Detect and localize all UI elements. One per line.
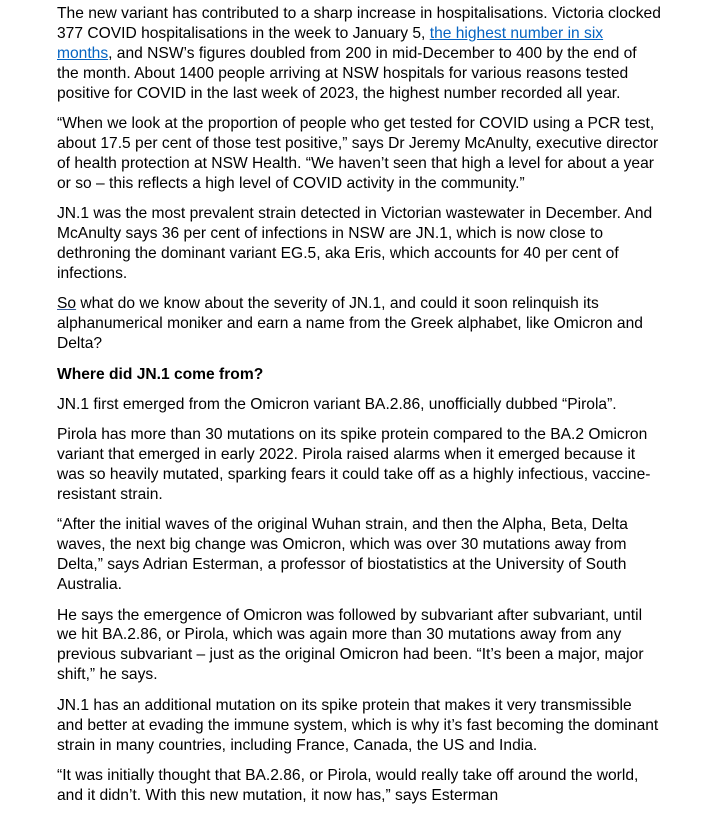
paragraph-pirola: Pirola has more than 30 mutations on its spike protein compared to the BA.2 Omicron variant that emerged in early 2022. Pirola raised alarms when it emerged because it was so heavily mutated, sparking fears it could take off as a highly infectious, vaccine-resistant strain.	[57, 426, 651, 504]
paragraph-closing-quote: “It was initially thought that BA.2.86, or Pirola, would really take off around the world, and it didn’t. With this new mutation, it now has,” says Esterman	[57, 766, 639, 804]
highest-number-link[interactable]: the highest number in six months	[57, 24, 604, 62]
paragraph-origin: JN.1 first emerged from the Omicron variant BA.2.86, unofficially dubbed “Pirola”.	[57, 395, 617, 413]
paragraph-text: what do we know about the severity of JN.1, and could it soon relinquish its alphanumerical moniker and earn a name from the Greek alphabet, like Omicron and Delta?	[57, 295, 643, 353]
paragraph-text: The new variant has contributed to a sharp increase in hospitalisations. Victoria clocked 377 COVID hospitalisations in the week to January 5,	[57, 5, 661, 42]
paragraph-severity-question	[57, 294, 661, 354]
paragraph-hospitalisations	[57, 4, 661, 104]
paragraph-pcr-quote: “When we look at the proportion of people who get tested for COVID using a PCR test, about 17.5 per cent of those test positive,” says Dr Jeremy McAnulty, executive director of health protection at NSW Health. “We haven’t seen that high a level for about a year or so – this reflects a high level of COVID activity in the community.”	[57, 115, 659, 192]
paragraph-transmissibility: JN.1 has an additional mutation on its spike protein that makes it very transmissible and better at evading the immune system, which is why it’s fast becoming the dominant strain in many countries, including France, Canada, the US and India.	[57, 696, 659, 754]
paragraph-text: , and NSW’s figures doubled from 200 in mid-December to 400 by the end of the month. About 1400 people arriving at NSW hospitals for various reasons tested positive for COVID in the last week of 2023, the highest number recorded all year.	[57, 44, 637, 102]
paragraph-wastewater: JN.1 was the most prevalent strain detected in Victorian wastewater in December. And McAnulty says 36 per cent of infections in NSW are JN.1, which is now close to dethroning the dominant variant EG.5, aka Eris, which accounts for 40 per cent of infections.	[57, 205, 653, 282]
paragraph-subvariants: He says the emergence of Omicron was followed by subvariant after subvariant, until we hit BA.2.86, or Pirola, which was again more than 30 mutations away from any previous subvariant – just as the original Omicron had been. “It’s been a major, major shift,” he says.	[57, 606, 644, 684]
section-heading: Where did JN.1 come from?	[57, 365, 264, 383]
underlined-word: So	[57, 295, 77, 313]
paragraph-esterman-quote: “After the initial waves of the original Wuhan strain, and then the Alpha, Beta, Delta waves, the next big change was Omicron, which was over 30 mutations away from Delta,” says Adrian Esterman, a professor of biostatistics at the University of South Australia.	[57, 516, 628, 594]
document-body	[57, 4, 661, 816]
